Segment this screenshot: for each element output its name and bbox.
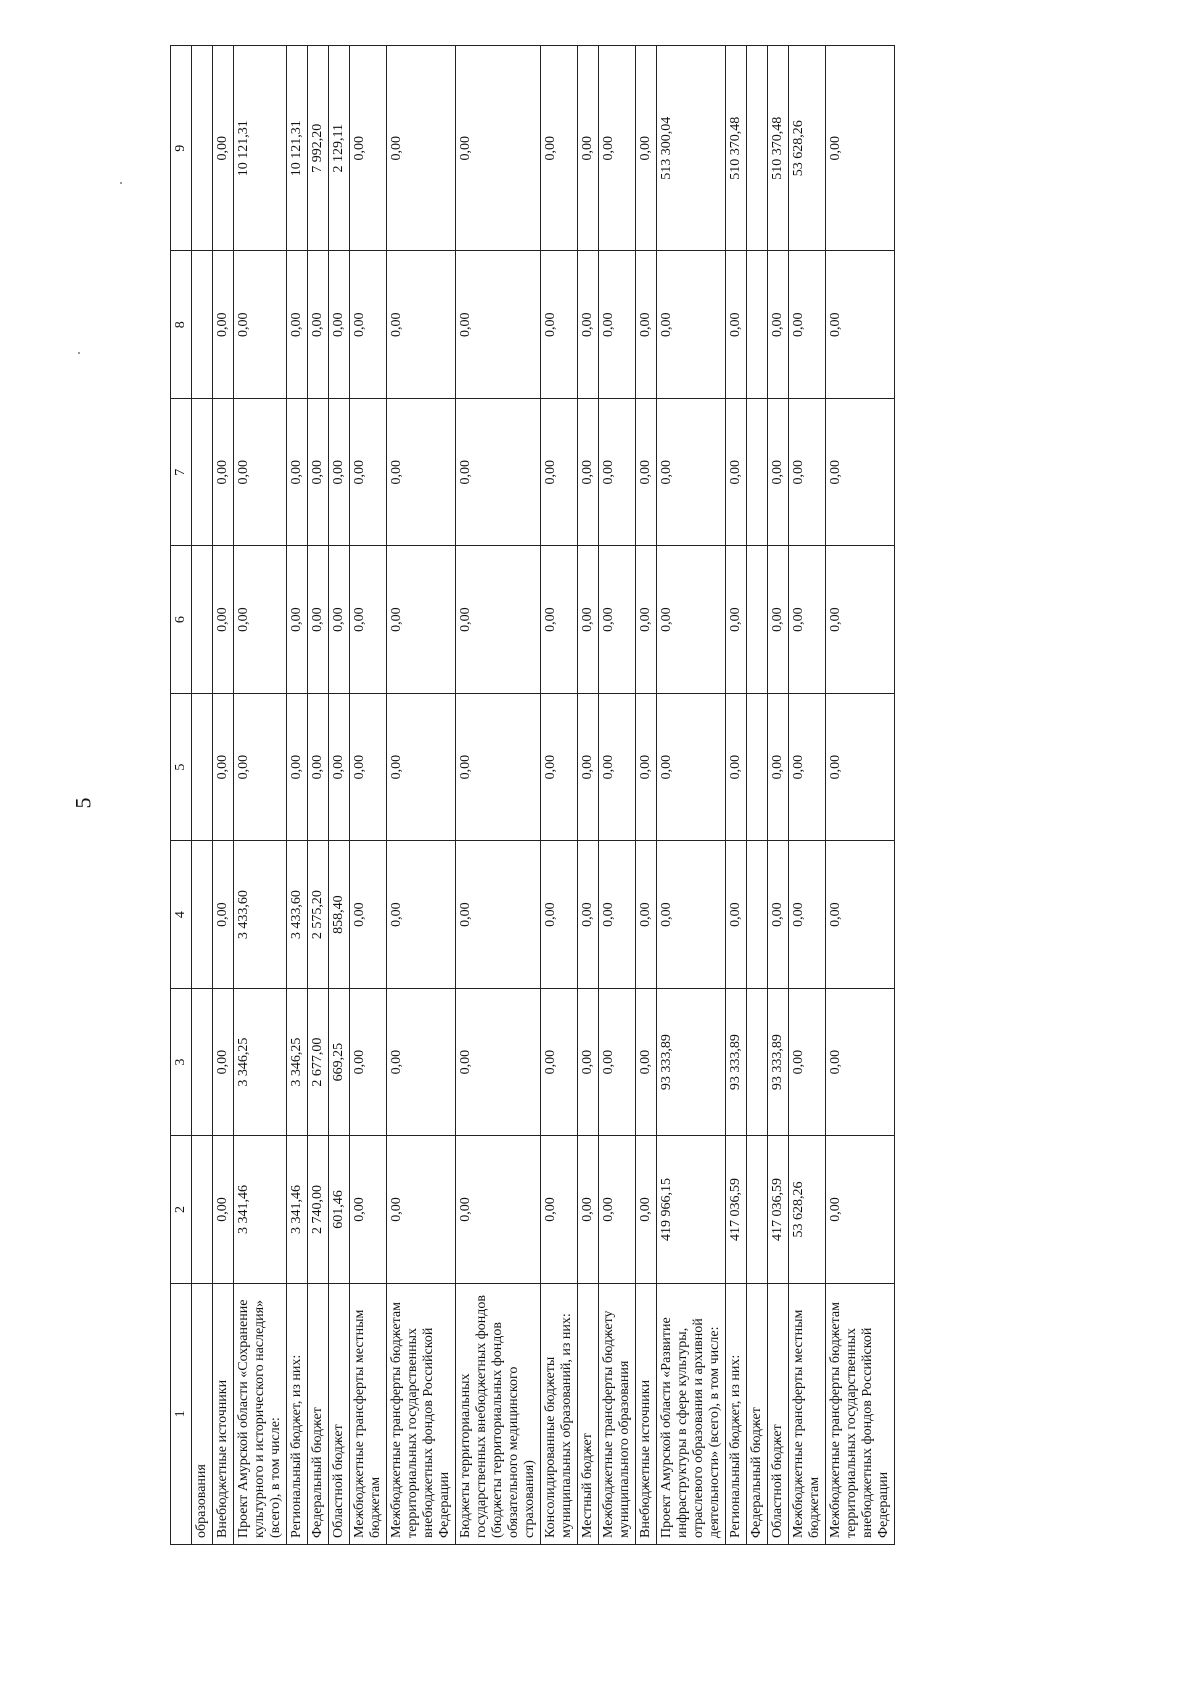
row-label: Межбюджетные трансферты местным бюджетам [350,1283,387,1544]
value-cell: 0,00 [768,841,789,988]
value-cell: 0,00 [636,546,657,693]
value-cell: 513 300,04 [657,46,726,251]
value-cell: 0,00 [350,1136,387,1283]
value-cell: 419 966,15 [657,1136,726,1283]
value-cell: 10 121,31 [287,46,308,251]
value-cell: 0,00 [287,398,308,545]
table-row [213,46,234,1545]
table-row [541,46,578,1545]
value-cell: 0,00 [350,693,387,840]
value-cell: 0,00 [578,398,599,545]
value-cell: 0,00 [541,251,578,398]
table-row [789,46,826,1545]
value-cell: 0,00 [387,988,456,1135]
table-row [234,46,287,1545]
table-row [636,46,657,1545]
value-cell: 0,00 [599,693,636,840]
value-cell: 0,00 [826,988,895,1135]
column-header-4: 4 [171,841,192,988]
value-cell: 417 036,59 [768,1136,789,1283]
value-cell: 0,00 [657,546,726,693]
value-cell: 0,00 [234,693,287,840]
value-cell: 0,00 [578,988,599,1135]
value-cell [747,693,768,840]
value-cell: 0,00 [213,546,234,693]
value-cell: 7 992,20 [308,46,329,251]
value-cell: 0,00 [636,398,657,545]
value-cell: 0,00 [287,251,308,398]
value-cell: 0,00 [599,988,636,1135]
value-cell [747,1136,768,1283]
row-label: Консолидированные бюджеты муниципальных образований, из них: [541,1283,578,1544]
value-cell: 0,00 [789,988,826,1135]
value-cell: 0,00 [768,546,789,693]
row-label: Внебюджетные источники [213,1283,234,1544]
row-label: Федеральный бюджет [308,1283,329,1544]
budget-table [170,45,895,1545]
table-row [456,46,541,1545]
value-cell: 669,25 [329,988,350,1135]
column-header-1: 1 [171,1283,192,1544]
value-cell: 0,00 [213,988,234,1135]
value-cell: 0,00 [826,1136,895,1283]
value-cell: 0,00 [789,398,826,545]
value-cell: 93 333,89 [657,988,726,1135]
value-cell: 0,00 [768,251,789,398]
value-cell: 0,00 [234,398,287,545]
value-cell: 0,00 [636,988,657,1135]
row-label: Проект Амурской области «Сохранение культурного и исторического наследия» (всего), в том числе: [234,1283,287,1544]
value-cell: 0,00 [599,841,636,988]
value-cell: 0,00 [789,546,826,693]
value-cell: 0,00 [826,841,895,988]
table-row [387,46,456,1545]
value-cell [192,546,213,693]
value-cell: 0,00 [599,546,636,693]
value-cell: 0,00 [456,546,541,693]
value-cell: 0,00 [350,398,387,545]
value-cell: 0,00 [329,398,350,545]
value-cell: 0,00 [657,251,726,398]
value-cell: 0,00 [213,1136,234,1283]
value-cell: 0,00 [387,841,456,988]
value-cell: 0,00 [350,46,387,251]
row-label: Межбюджетные трансферты бюджетам территориальных государственных внебюджетных фондов Российской Федерации [826,1283,895,1544]
value-cell: 2 740,00 [308,1136,329,1283]
value-cell: 0,00 [726,546,747,693]
value-cell: 0,00 [636,841,657,988]
value-cell: 0,00 [768,398,789,545]
value-cell: 0,00 [213,251,234,398]
value-cell [192,1136,213,1283]
value-cell: 0,00 [578,251,599,398]
value-cell: 0,00 [456,251,541,398]
table-body [192,46,895,1545]
value-cell: 0,00 [213,46,234,251]
value-cell: 0,00 [456,1136,541,1283]
value-cell: 0,00 [350,988,387,1135]
value-cell: 417 036,59 [726,1136,747,1283]
row-label: Межбюджетные трансферты местным бюджетам [789,1283,826,1544]
column-header-5: 5 [171,693,192,840]
value-cell: 0,00 [213,398,234,545]
value-cell: 0,00 [350,841,387,988]
value-cell: 10 121,31 [234,46,287,251]
value-cell: 858,40 [329,841,350,988]
column-header-7: 7 [171,398,192,545]
value-cell: 510 370,48 [726,46,747,251]
value-cell [192,988,213,1135]
value-cell: 0,00 [213,841,234,988]
value-cell: 0,00 [456,988,541,1135]
value-cell: 0,00 [387,46,456,251]
value-cell: 3 433,60 [234,841,287,988]
value-cell: 0,00 [726,251,747,398]
column-header-9: 9 [171,46,192,251]
value-cell [747,546,768,693]
value-cell: 0,00 [541,841,578,988]
row-label: образования [192,1283,213,1544]
value-cell: 0,00 [456,693,541,840]
value-cell: 2 677,00 [308,988,329,1135]
value-cell: 0,00 [350,546,387,693]
value-cell: 0,00 [599,398,636,545]
value-cell: 601,46 [329,1136,350,1283]
value-cell: 0,00 [329,693,350,840]
table-row [308,46,329,1545]
row-label: Местный бюджет [578,1283,599,1544]
row-label: Бюджеты территориальных государственных внебюджетных фондов (бюджеты территориальных фондов обязательного медицинского страхования) [456,1283,541,1544]
value-cell [192,693,213,840]
value-cell: 0,00 [541,1136,578,1283]
value-cell: 0,00 [578,546,599,693]
scan-speck [120,182,122,184]
value-cell [192,398,213,545]
value-cell: 0,00 [213,693,234,840]
table-row [657,46,726,1545]
value-cell: 53 628,26 [789,1136,826,1283]
value-cell: 0,00 [387,1136,456,1283]
value-cell: 0,00 [541,546,578,693]
value-cell: 0,00 [541,46,578,251]
table-row [329,46,350,1545]
row-label: Федеральный бюджет [747,1283,768,1544]
value-cell: 0,00 [726,841,747,988]
column-header-2: 2 [171,1136,192,1283]
value-cell: 0,00 [636,693,657,840]
value-cell: 0,00 [657,398,726,545]
table-row [287,46,308,1545]
value-cell: 0,00 [329,251,350,398]
table-row [826,46,895,1545]
value-cell: 0,00 [768,693,789,840]
value-cell: 53 628,26 [789,46,826,251]
value-cell: 0,00 [234,546,287,693]
value-cell: 0,00 [657,841,726,988]
value-cell: 0,00 [456,841,541,988]
value-cell: 0,00 [726,398,747,545]
value-cell: 93 333,89 [726,988,747,1135]
value-cell: 0,00 [308,693,329,840]
row-label: Межбюджетные трансферты бюджетам территориальных государственных внебюджетных фондов Российской Федерации [387,1283,456,1544]
value-cell [192,46,213,251]
row-label: Региональный бюджет, из них: [726,1283,747,1544]
value-cell: 0,00 [387,546,456,693]
scan-speck [78,352,80,354]
value-cell: 3 346,25 [234,988,287,1135]
value-cell: 0,00 [789,841,826,988]
value-cell: 2 129,11 [329,46,350,251]
value-cell: 0,00 [636,46,657,251]
value-cell: 0,00 [826,251,895,398]
value-cell: 0,00 [599,251,636,398]
value-cell: 0,00 [599,46,636,251]
value-cell: 3 341,46 [234,1136,287,1283]
value-cell [192,841,213,988]
value-cell: 0,00 [456,398,541,545]
value-cell: 0,00 [541,693,578,840]
row-label: Проект Амурской области «Развитие инфраструктуры в сфере культуры, отраслевого образования и архивной деятельности» (всего), в том числе: [657,1283,726,1544]
value-cell: 0,00 [387,251,456,398]
value-cell [747,251,768,398]
value-cell: 3 346,25 [287,988,308,1135]
value-cell: 0,00 [726,693,747,840]
column-header-3: 3 [171,988,192,1135]
value-cell: 3 341,46 [287,1136,308,1283]
value-cell: 0,00 [599,1136,636,1283]
table-row [768,46,789,1545]
value-cell: 0,00 [541,988,578,1135]
row-label: Областной бюджет [768,1283,789,1544]
value-cell: 2 575,20 [308,841,329,988]
value-cell [192,251,213,398]
value-cell [747,988,768,1135]
value-cell: 0,00 [308,251,329,398]
rotated-budget-table-wrapper [170,45,1150,1545]
column-header-6: 6 [171,546,192,693]
row-label: Областной бюджет [329,1283,350,1544]
value-cell [747,841,768,988]
value-cell: 0,00 [578,1136,599,1283]
value-cell: 0,00 [541,398,578,545]
value-cell: 0,00 [826,398,895,545]
value-cell: 0,00 [234,251,287,398]
value-cell: 0,00 [456,46,541,251]
value-cell: 0,00 [578,693,599,840]
value-cell: 0,00 [350,251,387,398]
value-cell: 0,00 [387,398,456,545]
value-cell: 0,00 [578,46,599,251]
table-row [726,46,747,1545]
row-label: Региональный бюджет, из них: [287,1283,308,1544]
value-cell: 0,00 [789,693,826,840]
page-number: 5 [70,797,96,809]
value-cell: 93 333,89 [768,988,789,1135]
value-cell: 0,00 [826,546,895,693]
table-row [350,46,387,1545]
value-cell: 0,00 [308,546,329,693]
value-cell: 0,00 [826,693,895,840]
value-cell: 0,00 [826,46,895,251]
value-cell: 0,00 [657,693,726,840]
value-cell: 0,00 [789,251,826,398]
column-header-8: 8 [171,251,192,398]
table-row [747,46,768,1545]
value-cell: 3 433,60 [287,841,308,988]
value-cell: 0,00 [387,693,456,840]
table-row [578,46,599,1545]
value-cell: 0,00 [636,251,657,398]
value-cell [747,46,768,251]
value-cell: 0,00 [578,841,599,988]
row-label: Внебюджетные источники [636,1283,657,1544]
value-cell [747,398,768,545]
table-row [599,46,636,1545]
value-cell: 0,00 [308,398,329,545]
row-label: Межбюджетные трансферты бюджету муниципального образования [599,1283,636,1544]
value-cell: 0,00 [287,546,308,693]
value-cell: 510 370,48 [768,46,789,251]
value-cell: 0,00 [329,546,350,693]
table-row [192,46,213,1545]
value-cell: 0,00 [287,693,308,840]
header-row [171,46,192,1545]
value-cell: 0,00 [636,1136,657,1283]
